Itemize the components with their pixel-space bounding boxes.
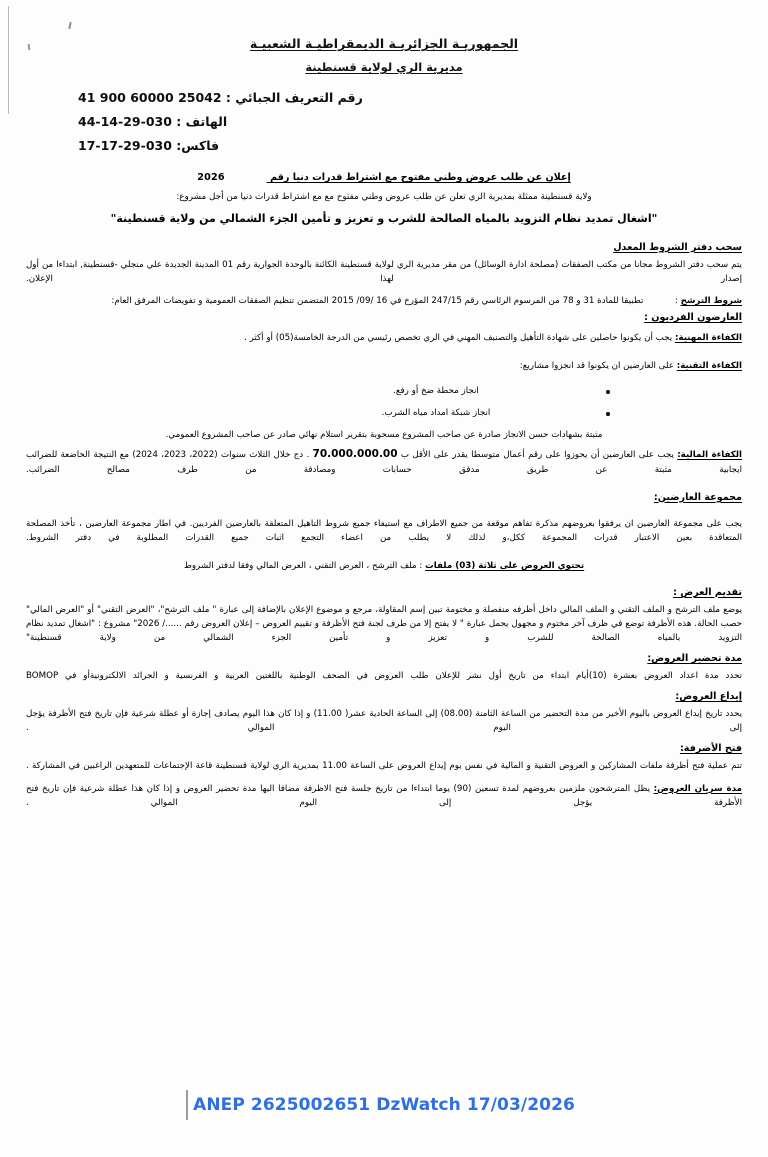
- professional-capacity-row: [26, 331, 742, 345]
- validity-period-body: يظل المترشحون ملزمين بعروضهم لمدة تسعين (90) يوما ابتداءا من تاريخ جلسة فتح الاظرفة مضافا اليها مدة تحضير العروض و إذا كان هذا عطلة شرعية فإن تاريخ فتح الأظرفة يؤجل إلى اليوم الموالي .: [26, 783, 742, 808]
- preparation-period-heading: مدة تحضير العروض:: [647, 653, 742, 665]
- financial-capacity-label: الكفاءة المالية:: [677, 450, 743, 461]
- section-group-bidders: [26, 492, 742, 545]
- section-withdrawal: [26, 242, 742, 286]
- section-offer-deposit: [26, 691, 742, 735]
- offer-deposit-heading: إيداع العروض:: [675, 691, 742, 703]
- financial-capacity-body-after: . دج خلال الثلاث سنوات (2022، 2023، 2024) مع النتيجة الخاضعة للضرائب ايجابية مثبتة عن طريق مدقق حسابات ومصادقة من طرف مصالح الضرائب.: [26, 450, 742, 476]
- envelope-opening-heading: فتح الأضرفة:: [679, 743, 742, 755]
- financial-capacity-amount: 70.000.000.00: [312, 448, 398, 461]
- section-financial-capacity: [26, 446, 742, 477]
- bullet-dot-icon: [606, 412, 610, 416]
- technical-capacity-row: [26, 359, 742, 373]
- individual-bidders-heading: العارضون الفرديون :: [644, 311, 742, 323]
- section-technical-capacity: [26, 359, 742, 442]
- contact-block: [26, 90, 742, 153]
- fax-row: فاكس: 030-29-17-17: [78, 138, 220, 153]
- offer-contents-body: : ملف الترشح ، العرض التقني ، العرض المالي وفقا لدفتر الشروط: [183, 560, 423, 571]
- technical-capacity-note: مثبتة بشهادات حسن الانجاز صادرة عن صاحب المشروع مسحوبة بتقرير استلام نهائي صادر عن صاحب المشروع العمومي.: [165, 430, 603, 441]
- offer-presentation-body: يوضع ملف الترشح و الملف التقني و الملف المالي داخل أظرفه منفصلة و مختومة تبين إسم المقاولة، مرجع و موضوع الإعلان بالإضافة إلى عبارة " ملف الترشح"، "العرض التقني" أو "العرض المالي" حصب الحالة. هذه الأظرفة توضع في ظرف آخر مختوم و مجهول يحمل عبارة " لا يفتح إلا من طرف لجنة فتح الأظرفة و تقييم العروض – إعلان العروض رقم ....../ 2026" مشروع : "اشغال تمديد نظام التزويد بالمياه الصالحة للشرب و تعزيز و تأمين الجزء الشمالي من ولاية قسنطينة": [26, 604, 742, 644]
- tax-id-row: رقم التعريف الجبائي : 25042 60000 900 41: [78, 90, 363, 105]
- candidacy-conditions-body: تطبيقا للمادة 31 و 78 من المرسوم الرئاسي رقم 247/15 المؤرخ في 16 /09/ 2015 المتضمن تنظيم الصفقات العمومية و تفويضات المرفق العام:: [111, 295, 644, 306]
- section-preparation-period: [26, 653, 742, 683]
- list-item: [26, 407, 742, 420]
- project-title: "اشغال تمديد نظام التزويد بالمياه الصالحة للشرب و تعزيز و تأمين الجزء الشمالي من ولاية قسنطينة": [110, 212, 658, 226]
- anep-reference: ANEP 2625002651 DzWatch 17/03/2026: [193, 1095, 575, 1115]
- announcement-title-wrap: [26, 165, 742, 184]
- announcement-title-text: إعلان عن طلب عروض وطني مفتوح مع اشتراط قدرات دنيا رقم: [270, 172, 571, 183]
- financial-capacity-body-before: يجب على العارضين أن يحوزوا على رقم أعمال متوسطا يقدر على الأقل ب: [400, 450, 674, 461]
- financial-capacity-row: [26, 446, 742, 477]
- document-footer: [0, 1095, 768, 1115]
- section-validity-period: [26, 782, 742, 810]
- offer-presentation-heading: تقديم العرض :: [673, 586, 742, 598]
- offer-contents-row: [26, 559, 742, 573]
- announcement-number: 2026: [197, 172, 225, 183]
- announcement-intro: ولاية قسنطينة ممثلة بمديرية الري تعلن عن طلب عروض وطني مفتوح مع مع اشتراط قدرات دنيا من أجل مشروع:: [176, 192, 592, 202]
- preparation-period-body: تحدد مدة اعداد العروض بعشرة (10)أيام ابتداء من تاريخ أول نشر للإعلان طلب العروض في الصحف الوطنية باللغتين العربية و الفرنسية و الجرائد الالكترونيةأو في BOMOP: [26, 671, 742, 682]
- candidacy-conditions-label: شروط الترشح: [680, 295, 742, 306]
- bullet-dot-icon: [606, 390, 610, 394]
- technical-capacity-body: على العارضين ان يكونوا قد انجزوا مشاريع:: [519, 361, 674, 372]
- group-bidders-heading: مجموعة العارضين:: [653, 491, 742, 503]
- list-item: [26, 385, 742, 398]
- withdrawal-heading: سحب دفتر الشروط المعدل: [613, 241, 742, 253]
- validity-period-row: [26, 782, 742, 810]
- validity-period-label: مدة سريان العروض:: [653, 783, 743, 794]
- announcement-title: [193, 172, 575, 183]
- envelope-opening-body: تتم عملية فتح أظرفة ملفات المشاركين و العروض التقنية و المالية في نفس يوم إيداع العروض على الساعة 11.00 بمديرية الري لولاية قسنطينة قاعة الإجتماعات للمتعهدين الراغبين في المشاركة .: [26, 761, 742, 772]
- section-envelope-opening: [26, 743, 742, 773]
- professional-capacity-label: الكفاءة المهنية:: [674, 332, 742, 343]
- phone-row: الهاتف : 030-29-14-44: [78, 114, 228, 129]
- candidacy-conditions-separator: :: [674, 295, 678, 306]
- bullet-text: انجاز شبكة امداد مياه الشرب.: [381, 407, 491, 418]
- section-offer-presentation: [26, 587, 742, 645]
- withdrawal-body: يتم سحب دفتر الشروط مجانا من مكتب الصفقات (مصلحة ادارة الوسائل) من مقر مديرية الري لولاية قسنطينة الكائنة بالوحدة الجوارية رقم 01 المدينة الجديدة علي منجلي -قسنطينة, ابتداءا من أول إصدار لهذا الإعلان.: [26, 259, 742, 284]
- candidacy-conditions-row: [26, 294, 742, 308]
- offer-contents-label: تحتوي العروض على ثلاثة (03) ملفات: [425, 560, 585, 571]
- section-candidacy-conditions: [26, 294, 742, 308]
- group-bidders-body: يجب على مجموعة العارضين ان يرفقوا بعروضهم مذكرة تفاهم موقعة من جميع الاطراف مع استيفاء جميع شروط التاهيل المتعلقة بالعارضين الفرديين. في اطار مجموعة العارضين ، تأخذ المصلحة المتعاقدة بعين الاعتبار قدرات المجموعة ككل،و لذلك لا يطلب من اعضاء التجمع اثبات جميع القدرات المطلوبة في دفتر الشروط.: [26, 518, 742, 543]
- technical-capacity-label: الكفاءة التقنية:: [676, 361, 742, 372]
- document-header: [26, 36, 742, 74]
- professional-capacity-body: يجب أن يكونوا حاصلين على شهادة التأهيل والتصنيف المهني في الري تخصص رئيسي من الدرجة الخامسة(05) أو أكثر .: [244, 332, 673, 343]
- offer-deposit-body: يحدد تاريخ إيداع العروض باليوم الأخير من مدة التحضير من الساعة الثامنة (08.00) إلى الساعة الحادية عشر( 11.00) و إذا كان هذا اليوم يصادف إجازة أو عطلة شرعية فإن تاريخ فتح الأظرفة يؤجل إلى اليوم الموالي .: [26, 709, 742, 734]
- republic-heading: الجمهوريـة الجزائريـة الديمقراطيـة الشعبيـة: [249, 36, 519, 51]
- technical-capacity-bullet-list: [26, 385, 742, 419]
- section-professional-capacity: [26, 331, 742, 345]
- section-offer-contents: [26, 559, 742, 573]
- directorate-heading: مديرية الري لولاية قسنطينة: [305, 60, 463, 74]
- bullet-text: انجاز محطة ضخ أو رفع.: [393, 386, 479, 397]
